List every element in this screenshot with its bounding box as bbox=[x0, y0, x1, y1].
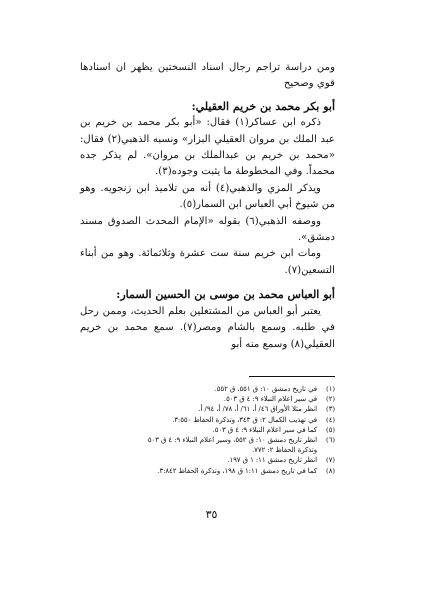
footnote-number: (١) bbox=[326, 385, 335, 393]
footnote-number: (٣) bbox=[326, 405, 335, 414]
section-heading-samar: أبو العباس محمد بن موسى بن الحسين السمار: bbox=[116, 288, 335, 302]
footnote-item bbox=[140, 455, 335, 465]
footnote-text: كما في تاريخ دمشق ١:١١ ق ١٩٨، وتذكرة الحفاظ ٣:٨٤٢. bbox=[157, 466, 317, 475]
footnote-number: (٨) bbox=[326, 466, 335, 475]
intro-paragraph: ومن دراسة تراجم رجال اسناد النسختين يظهر ان اسنادها قوي وصحيح bbox=[80, 62, 335, 90]
footnote-number: (٥) bbox=[326, 425, 335, 434]
footnote-item bbox=[140, 415, 335, 425]
footnote-item bbox=[140, 404, 335, 414]
footnote-item bbox=[140, 394, 335, 404]
paragraph-mizzi-dhahabi: ويذكر المزي والذهبي(٤) أنه من تلاميذ ابن زنجويه. وهو من شيوخ أبي العباس ابن السمار(٥). bbox=[80, 182, 335, 211]
footnote-text: انظر تاريخ دمشق ١٠: ق ٥٥٢، وسير اعلام النبلاء ٩: ٤ ق ٥٠٣ وتذكرة الحفاظ ٢: ٧٧٢. bbox=[147, 436, 317, 455]
footnote-item bbox=[140, 435, 335, 455]
footnote-divider bbox=[249, 376, 335, 377]
footnote-number: (٢) bbox=[326, 395, 335, 404]
footnote-text: كما في سير اعلام النبلاء ٩: ٤ ق ٥٠٣. bbox=[212, 425, 317, 434]
footnote-number: (٦) bbox=[326, 436, 335, 445]
main-text bbox=[80, 60, 335, 353]
footnote-number: (٧) bbox=[326, 456, 335, 465]
footnotes-list bbox=[140, 384, 335, 476]
footnote-item bbox=[140, 425, 335, 435]
footnote-text: انظر مثلا الأوراق ٤٦/ أ، ٦١/ أ، ٧٨/ أ، ٩٤/ أ. bbox=[198, 405, 317, 414]
page-number: ٣٥ bbox=[205, 508, 218, 521]
footnote-text: في تهذيب الكمال ٢: ق ٣٤٣، وتذكرة الحفاظ ٣:٥٥٠. bbox=[172, 415, 317, 424]
footnote-item bbox=[140, 384, 335, 394]
footnote-item bbox=[140, 466, 335, 476]
paragraph-ibn-asakir: ذكره ابن عساكر(١) فقال: «أبو بكر محمد بن خريم بن عبد الملك بن مروان العقيلي البزار» ونسبه الذهبي(٢) فقال: «محمد بن خريم بن عبدالملك بن مروان». لم يذكر جده محمداً. وفي المخطوطة ما يثبت وجوده(٣). bbox=[80, 117, 335, 178]
paragraph-death: ومات ابن خريم سنة ست عشرة وثلاثمائة. وهو من أبناء التسعين(٧). bbox=[80, 248, 335, 276]
footnote-number: (٤) bbox=[326, 415, 335, 424]
section-heading-ibn-khuraym: أبو بكر محمد بن خريم العقيلي: bbox=[191, 99, 335, 113]
footnote-text: في تاريخ دمشق ١٠: ق ٥٥١، ق ٥٥٢. bbox=[214, 385, 317, 393]
paragraph-description: ووصفه الذهبي(٦) بقوله «الإمام المحدث الصدوق مسند دمشق». bbox=[80, 215, 335, 244]
footnote-text: في سير اعلام النبلاء ٩: ٤ ق ٥٠٣. bbox=[223, 395, 317, 404]
footnote-text: انظر تاريخ دمشق ١١: ١ ق ١٩٧. bbox=[227, 456, 317, 465]
paragraph-abu-abbas: يعتبر أبو العباس من المشتغلين بعلم الحديث، وممن رحل في طلبه. وسمع بالشام ومصر(٧). سمع محمد بن خريم العقيلي(٨) وسمع منه أبو bbox=[80, 305, 335, 350]
